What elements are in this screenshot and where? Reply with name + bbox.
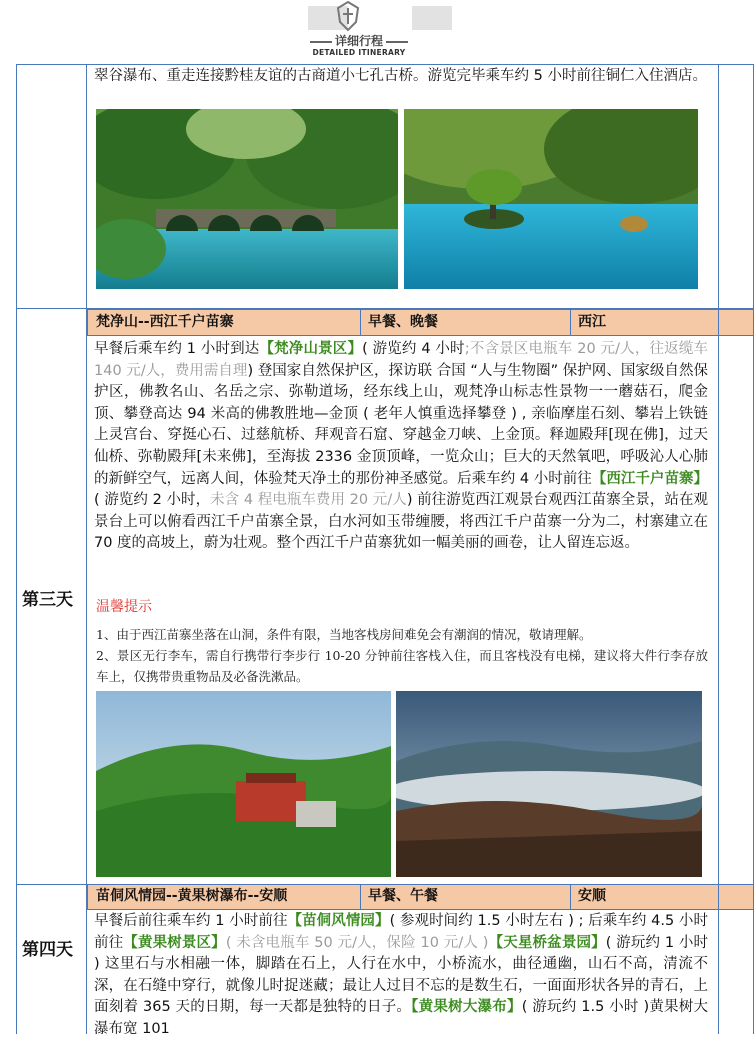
day4-meals: 早餐、午餐 [368, 888, 438, 904]
tips-title: 温馨提示 [96, 599, 152, 615]
section-subtitle: DETAILED ITINERARY [312, 48, 406, 57]
logo-watermark-icon [300, 0, 460, 34]
day4-accommodation: 安顺 [578, 888, 606, 904]
tianxingqiao-bonsai-garden: 【天星桥盆景园】 [488, 934, 606, 951]
day4-description: 早餐后前往乘车约 1 小时前往【苗侗风情园】( 参观时间约 1.5 小时左右 ) ; 后乘车约 4.5 小时前往【黄果树景区】( 未含电瓶车 50 元/人，保险 10 元/人 )【天星桥盆景园】( 游玩约 1 小时 ) 这里石与水相融一体，脚踏在石上，人行在水中，小桥流水，曲径通幽，山石不高，清流不深，在石缝中穿行，就像儿时捉迷藏；最让人过目不忘的是数生石，一面面形状各异的青石，上面刻着 365 天的日期，每一天都是独特的日子。【黄果树大瀑布】( 游玩约 1.5 小时 )黄果树大瀑布宽 101 [94, 913, 709, 1037]
photo-small-seven-arch-bridge [96, 109, 398, 289]
huangguoshu-scenic-area: 【黄果树景区】 [123, 934, 226, 951]
crest-icon [334, 0, 362, 32]
miaodong-folk-park: 【苗侗风情园】 [287, 913, 390, 929]
photo-green-lake [404, 109, 698, 289]
photo-fanjingshan-temple [96, 691, 391, 877]
photo-xijiang-village [396, 691, 702, 877]
day3-meals: 早餐、晚餐 [368, 314, 438, 330]
logo-watermark [300, 0, 460, 34]
fanjingshan-scenic-area: 【梵净山景区】 [259, 341, 363, 357]
day3-accommodation: 西江 [578, 314, 606, 330]
day4-route: 苗侗风情园--黄果树瀑布--安顺 [96, 888, 288, 904]
tip-2: 2、景区无行李车，需自行携带行李步行 10-20 分钟前往客栈入住，而且客栈没有电梯，建议将大件行李存放车上，仅携带贵重物品及必备洗漱品。 [96, 648, 708, 684]
itinerary-header [0, 0, 754, 64]
xijiang-miao-village: 【西江千户苗寨】 [591, 470, 709, 487]
day3-description: 早餐后乘车约 1 小时到达【梵净山景区】( 游览约 4 小时;不含景区电瓶车 20 元/人，往返缆车 140 元/人，费用需自理) 登国家自然保护区，探访联 合国 “人与生物圈” 保护网、国家级自然保护区，佛教名山、名岳之宗、弥勒道场，经东线上山，观梵净山标志性景物一一蘑菇石，爬金顶、攀登高达 94 米高的佛教胜地—金顶 ( 老年人慎重选择攀登 ) , 亲临摩崖石刻、攀岩上铁链上灵宫台、穿挺心石、过慈航桥、拜观音石窟、穿越金刀峡、上金顶。释迦殿拜[现在佛]，过天仙桥、弥勒殿拜[未来佛]，至海拔 2336 金顶顶峰，一览众山；巨大的天然氧吧，呼吸沁人心肺的新鲜空气，远离人间，体验梵天净土的那份神圣感觉。后乘车约 4 小时前往【西江千户苗寨】( 游览约 2 小时，未含 4 程电瓶车费用 20 元/人) 前往游览西江观景台观西江苗寨全景，站在观景台上可以俯看西江千户苗寨全景，白水河如玉带缠腰，将西江千户苗寨一分为二，村寨建立在 70 度的高坡上，蔚为壮观。整个西江千户苗寨犹如一幅美丽的画卷，让人留连忘返。 [94, 341, 709, 552]
section-title: 详细行程 [298, 32, 420, 49]
day2-description: 翠谷瀑布、重走连接黔桂友谊的古商道小七孔古桥。游览完毕乘车约 5 小时前往铜仁入住酒店。 [94, 68, 707, 84]
day3-route: 梵净山--西江千户苗寨 [96, 314, 234, 330]
day3-label: 第三天 [22, 590, 73, 610]
huangguoshu-waterfall: 【黄果树大瀑布】 [411, 999, 522, 1016]
day4-label: 第四天 [22, 940, 73, 960]
tip-1: 1、由于西江苗寨坐落在山洞，条件有限，当地客栈房间难免会有潮润的情况，敬请理解。 [96, 627, 592, 642]
